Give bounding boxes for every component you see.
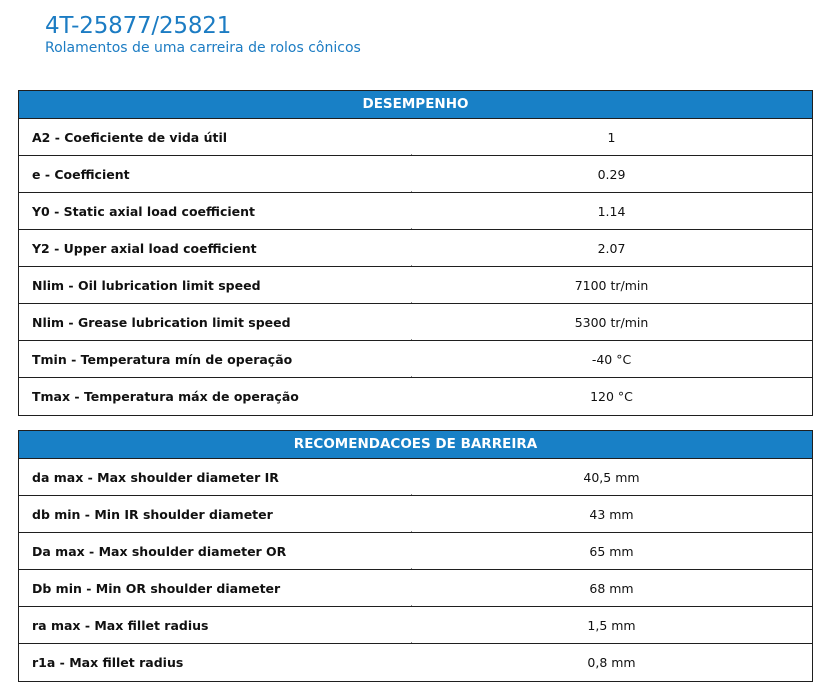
row-divider — [411, 265, 412, 266]
row-value: 0,8 mm — [587, 655, 636, 670]
row-divider — [411, 531, 412, 532]
table-row — [19, 459, 812, 496]
row-value: 2.07 — [597, 240, 626, 256]
row-label: A2 - Coeficiente de vida útil — [32, 129, 228, 145]
row-divider — [411, 376, 412, 377]
table-row — [19, 378, 812, 415]
row-divider — [411, 568, 412, 569]
table-row — [19, 341, 812, 378]
row-divider — [411, 642, 412, 643]
row-value: 7100 tr/min — [574, 277, 649, 293]
section-title: RECOMENDACOES DE BARREIRA — [19, 431, 812, 459]
table-row — [19, 496, 812, 533]
section-title: DESEMPENHO — [19, 91, 812, 119]
row-label: Tmax - Temperatura máx de operação — [32, 389, 299, 404]
product-title: 4T-25877/25821 — [45, 13, 232, 39]
row-divider — [411, 154, 412, 155]
table-row — [19, 607, 812, 644]
row-value: -40 °C — [591, 351, 632, 367]
row-value: 1 — [607, 129, 616, 145]
row-label: Nlim - Oil lubrication limit speed — [32, 277, 261, 293]
row-value: 0.29 — [597, 166, 626, 182]
row-value: 43 mm — [589, 506, 634, 522]
row-label: da max - Max shoulder diameter IR — [32, 469, 279, 485]
row-value: 1.14 — [597, 203, 626, 219]
table-row — [19, 193, 812, 230]
row-label: Db min - Min OR shoulder diameter — [32, 580, 281, 596]
shoulder-recommendations-section — [18, 430, 813, 682]
row-label: Y0 - Static axial load coefficient — [32, 203, 255, 219]
row-label: db min - Min IR shoulder diameter — [32, 506, 273, 522]
row-label: e - Coefficient — [32, 166, 130, 182]
row-value: 65 mm — [589, 543, 634, 559]
row-value: 1,5 mm — [587, 617, 636, 633]
row-label: r1a - Max fillet radius — [32, 655, 184, 670]
row-label: Y2 - Upper axial load coefficient — [32, 240, 257, 256]
table-row — [19, 119, 812, 156]
row-label: Nlim - Grease lubrication limit speed — [32, 314, 291, 330]
row-divider — [411, 605, 412, 606]
table-row — [19, 304, 812, 341]
row-value: 120 °C — [590, 389, 633, 404]
product-subtitle: Rolamentos de uma carreira de rolos cônicos — [45, 40, 361, 56]
table-row — [19, 533, 812, 570]
row-label: Da max - Max shoulder diameter OR — [32, 543, 287, 559]
row-value: 68 mm — [589, 580, 634, 596]
row-divider — [411, 228, 412, 229]
performance-section — [18, 90, 813, 416]
row-label: ra max - Max fillet radius — [32, 617, 209, 633]
table-row — [19, 230, 812, 267]
table-row — [19, 156, 812, 193]
row-divider — [411, 302, 412, 303]
row-label: Tmin - Temperatura mín de operação — [32, 351, 293, 367]
row-divider — [411, 339, 412, 340]
table-row — [19, 570, 812, 607]
row-value: 40,5 mm — [583, 469, 640, 485]
row-divider — [411, 494, 412, 495]
product-header — [45, 12, 361, 56]
row-divider — [411, 191, 412, 192]
table-row — [19, 644, 812, 681]
table-row — [19, 267, 812, 304]
row-value: 5300 tr/min — [574, 314, 649, 330]
